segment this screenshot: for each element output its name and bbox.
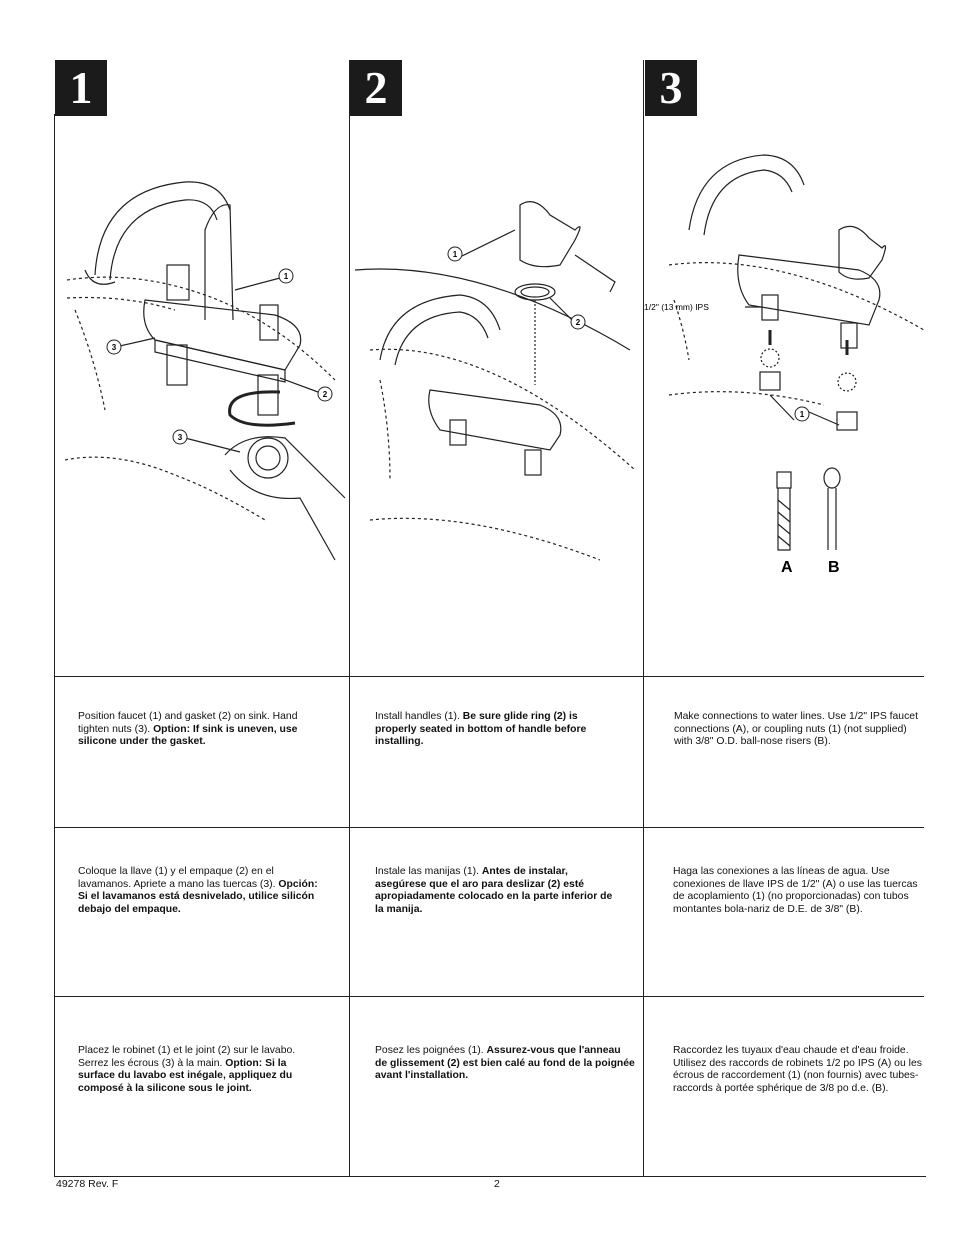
row-divider-2: [54, 827, 924, 828]
step2-illustration: [350, 120, 643, 675]
step-number-1: 1: [55, 60, 107, 116]
label-a: A: [781, 559, 793, 576]
instruction-en-step3: Make connections to water lines. Use 1/2" IPS faucet connections (A), or coupling nuts (1) (not supplied) with 3/8" O.D. ball-nose risers (B).: [674, 711, 918, 748]
ips-label: 1/2" (13 mm) IPS: [644, 302, 709, 312]
callout-2: 2: [322, 390, 328, 399]
callout-1: 1: [799, 410, 805, 419]
doc-number: 49278 Rev. F: [56, 1178, 119, 1190]
callout-3: 3: [111, 343, 117, 352]
instruction-es-step2: Instale las manijas (1). Antes de instalar, asegúrese que el aro para deslizar (2) esté apropiadamente colocado en la parte inferior de la manija.: [375, 866, 613, 915]
row-divider-3: [54, 996, 924, 997]
row-divider-1: [54, 676, 924, 677]
step-number-3: 3: [645, 60, 697, 116]
callout-2: 2: [575, 318, 581, 327]
row-divider-bottom: [54, 1176, 926, 1177]
instruction-es-step1: Coloque la llave (1) y el empaque (2) en el lavamanos. Apriete a mano las tuercas (3). Opción: Si el lavamanos está desnivelado, utilice silicón debajo del empaque.: [78, 866, 318, 915]
instruction-es-step3: Haga las conexiones a las líneas de agua. Use conexiones de llave IPS de 1/2" (A) o use las tuercas de acoplamiento (1) (no proporcionadas) con tubos montantes bola-nariz de D.E. de 3/8" (B).: [673, 866, 918, 915]
page-number: 2: [494, 1178, 500, 1190]
instruction-fr-step3: Raccordez les tuyaux d'eau chaude et d'eau froide. Utilisez des raccords de robinets 1/2 po IPS (A) ou les écrous de raccordement (1) (non fournis) avec tubes-raccords à portée sphérique de 3/8 po d.e. (B).: [673, 1045, 922, 1094]
step3-illustration: [644, 120, 924, 675]
step-number-2: 2: [350, 60, 402, 116]
instruction-fr-step2: Posez les poignées (1). Assurez-vous que l'anneau de glissement (2) est bien calé au fond de la poignée avant l'installation.: [375, 1045, 635, 1082]
label-b: B: [828, 559, 840, 576]
callout-1: 1: [452, 250, 458, 259]
callout-1: 1: [283, 272, 289, 281]
callout-3b: 3: [177, 433, 183, 442]
instruction-en-step1: Position faucet (1) and gasket (2) on sink. Hand tighten nuts (3). Option: If sink is uneven, use silicone under the gasket.: [78, 711, 298, 748]
step1-illustration: [55, 120, 349, 675]
instruction-en-step2: Install handles (1). Be sure glide ring (2) is properly seated in bottom of handle before installing.: [375, 711, 587, 748]
step1-callouts: [107, 269, 332, 444]
instruction-fr-step1: Placez le robinet (1) et le joint (2) sur le lavabo. Serrez les écrous (3) à la main. Option: Si la surface du lavabo est inégale, appliquez du composé à la silicone sous le joint.: [78, 1045, 296, 1094]
